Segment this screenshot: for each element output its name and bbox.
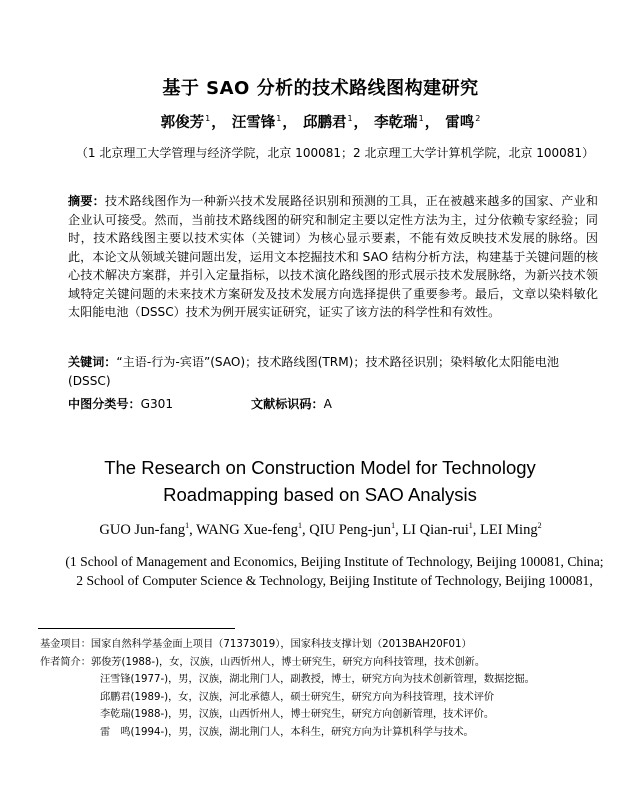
author-name: LEI Ming: [480, 521, 538, 538]
chinese-author: [374, 115, 424, 131]
classification-line: [68, 395, 598, 412]
abstract-label: 摘要：: [68, 194, 105, 208]
document-code-label: 文献标识码：: [251, 397, 324, 411]
chinese-author-list: [0, 111, 641, 132]
author-affiliation-mark: 1: [298, 521, 303, 530]
author-affiliation-mark: 1: [391, 521, 396, 530]
author-affiliation-mark: 1: [347, 114, 353, 124]
english-title: The Research on Construction Model for Technology Roadmapping based on SAO Analysis: [104, 457, 536, 505]
keywords-label: 关键词：: [68, 355, 117, 369]
english-affiliation: [62, 553, 607, 591]
english-affiliation-1: (1 School of Management and Economics, Beijing Institute of Technology, Beijing 100081, China;: [65, 554, 604, 569]
english-affiliation-2: 2 School of Computer Science & Technology, Beijing Institute of Technology, Beijing 100081,: [76, 572, 593, 588]
abstract-text: 技术路线图作为一种新兴技术发展路径识别和预测的工具，正在被越来越多的国家、产业和企业认可接受。然而，当前技术路线图的研究和制定主要以定性方法为主，过分依赖专家经验；同时，技术路线图主要以技术实体（关键词）为核心显示要素，不能有效反映技术发展的脉络。因此，本论文从领域关键问题出发，运用文本挖掘技术和 SAO 结构分析方法，构建基于关键问题的核心技术解决方案群，并引入定量指标，以技术演化路线图的形式展示技术发展脉络，为新兴技术领域特定关键问题的未来技术方案研发及技术发展方向选择提供了重要参考。最后，文章以染料敏化太阳能电池（DSSC）技术为例开展实证研究，证实了该方法的科学性和有效性。: [68, 194, 598, 319]
author-affiliation-mark: 1: [205, 114, 211, 124]
author-affiliation-mark: 2: [537, 521, 542, 530]
english-author-list: GUO Jun-fang$^1$, WANG Xue-feng$^1$, QIU Peng-jun$^1$, LI Qian-rui$^1$, LEI Ming$^2$: [99, 521, 542, 538]
chinese-title: 基于 SAO 分析的技术路线图构建研究: [162, 78, 479, 99]
author-bio: 邱鹏君(1989-)，女，汉族，河北承德人，硕士研究生，研究方向为科技管理，技术评价: [100, 691, 495, 703]
author-name: 邱鹏君: [302, 115, 347, 131]
author-name: 汪雪锋: [231, 115, 276, 131]
chinese-keywords: [68, 353, 598, 390]
author-affiliation-mark: 2: [475, 114, 481, 124]
bio-label: 作者简介：: [40, 656, 91, 668]
class-number-value: G301: [140, 397, 174, 411]
author-name: WANG Xue-feng: [196, 521, 299, 538]
keywords-text: “主语-行为-宾语”(SAO)；技术路线图(TRM)；技术路径识别；染料敏化太阳能电池(DSSC): [68, 355, 559, 388]
author-separator: ，: [353, 115, 369, 131]
class-number-label: 中图分类号：: [68, 397, 141, 411]
author-affiliation-mark: 1: [276, 114, 282, 124]
document-code: [251, 395, 332, 412]
footnote-divider: [38, 628, 235, 629]
author-bio: [40, 654, 610, 672]
chinese-author: [232, 115, 282, 131]
author-name: 雷鸣: [445, 115, 475, 131]
author-name: 李乾瑞: [374, 115, 418, 131]
author-separator: ，: [211, 115, 226, 131]
fund-note: 基金项目：国家自然科学基金面上项目（71373019），国家科技支撑计划（2013BAH20F01）: [40, 639, 472, 650]
chinese-author: [303, 115, 353, 131]
footnotes: [40, 636, 610, 741]
author-name: 郭俊芳: [160, 115, 205, 131]
document-code-value: A: [323, 397, 332, 411]
author-affiliation-mark: 1: [418, 114, 424, 124]
author-bio: 雷 鸣(1994-)，男，汉族，湖北荆门人，本科生，研究方向为计算机科学与技术。: [100, 726, 474, 738]
chinese-author: [161, 115, 211, 131]
chinese-author: [445, 115, 480, 131]
chinese-abstract: [68, 192, 598, 322]
author-bio: 李乾瑞(1988-)，男，汉族，山西忻州人，博士研究生，研究方向创新管理，技术评价。: [100, 709, 495, 720]
chinese-affiliation: （1 北京理工大学管理与经济学院，北京 100081；2 北京理工大学计算机学院，北京 100081）: [75, 146, 595, 160]
author-separator: ，: [424, 115, 440, 131]
author-name: LI Qian-rui: [402, 521, 469, 538]
author-affiliation-mark: 1: [468, 521, 473, 530]
author-separator: ，: [282, 115, 297, 131]
author-name: QIU Peng-jun: [309, 521, 392, 538]
author-name: GUO Jun-fang: [99, 521, 186, 538]
author-bio: 汪雪锋(1977-)，男，汉族，湖北荆门人，副教授，博士，研究方向为技术创新管理，数据挖掘。: [100, 674, 535, 685]
author-affiliation-mark: 1: [185, 521, 190, 530]
bio-text: 郭俊芳(1988-)，女，汉族，山西忻州人，博士研究生，研究方向科技管理，技术创新。: [90, 656, 486, 668]
